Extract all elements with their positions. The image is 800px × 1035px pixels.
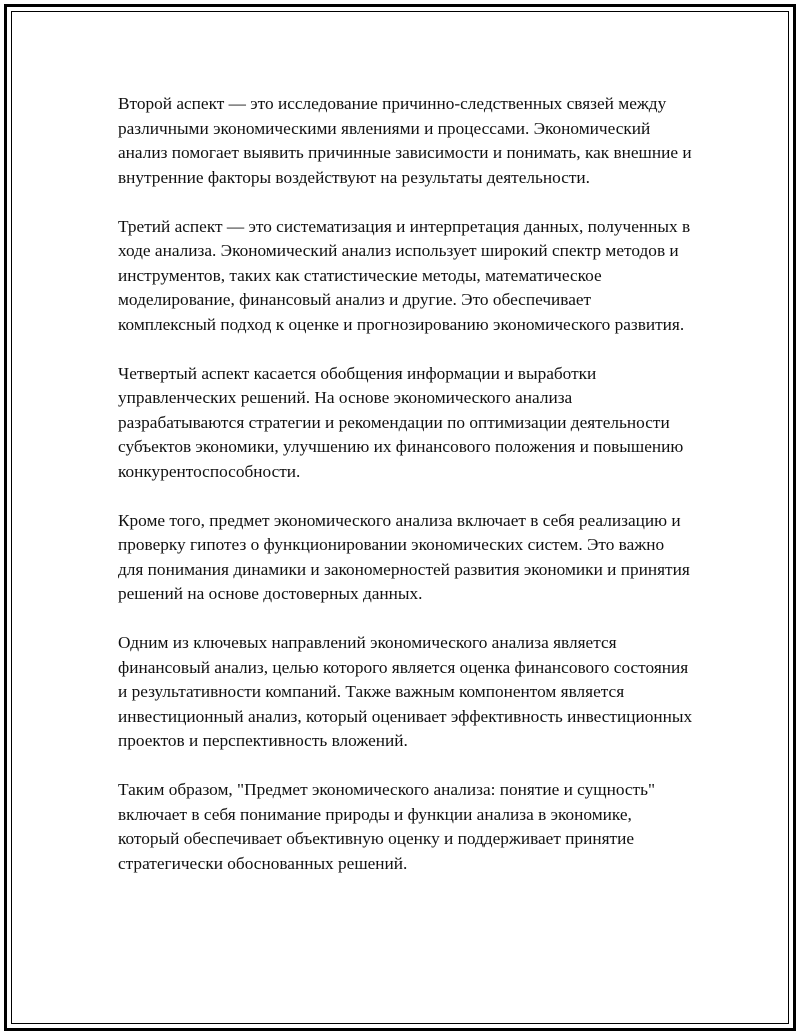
paragraph-conclusion: Таким образом, "Предмет экономического анализа: понятие и сущность" включает в себя понимание природы и функции анализа в экономике, который обеспечивает объективную оценку и поддерживает принятие стратегически обоснованных решений. <box>118 780 656 873</box>
document-body <box>118 92 693 876</box>
paragraph-hypotheses: Кроме того, предмет экономического анализа включает в себя реализацию и проверку гипотез о функционировании экономических систем. Это важно для понимания динамики и закономерностей развития экономики и принятия решений на основе достоверных данных. <box>118 510 690 603</box>
paragraph-fourth-aspect: Четвертый аспект касается обобщения информации и выработки управленческих решений. На основе экономического анализа разрабатываются стратегии и рекомендации по оптимизации деятельности субъектов экономики, улучшению их финансового положения и повышению конкурентоспособности. <box>118 363 684 481</box>
paragraph-third-aspect: Третий аспект — это систематизация и интерпретация данных, полученных в ходе анализа. Экономический анализ использует широкий спектр методов и инструментов, таких как статистические методы, математическое моделирование, финансовый анализ и другие. Это обеспечивает комплексный подход к оценке и прогнозированию экономического развития. <box>118 216 691 334</box>
paragraph-financial-analysis: Одним из ключевых направлений экономического анализа является финансовый анализ, целью которого является оценка финансового состояния и результативности компаний. Также важным компонентом является инвестиционный анализ, который оценивает эффективность инвестиционных проектов и перспективность вложений. <box>118 633 693 750</box>
paragraph-second-aspect: Второй аспект — это исследование причинно-следственных связей между различными экономическими явлениями и процессами. Экономический анализ помогает выявить причинные зависимости и понимать, как внешние и внутренние факторы воздействуют на результаты деятельности. <box>118 94 692 187</box>
